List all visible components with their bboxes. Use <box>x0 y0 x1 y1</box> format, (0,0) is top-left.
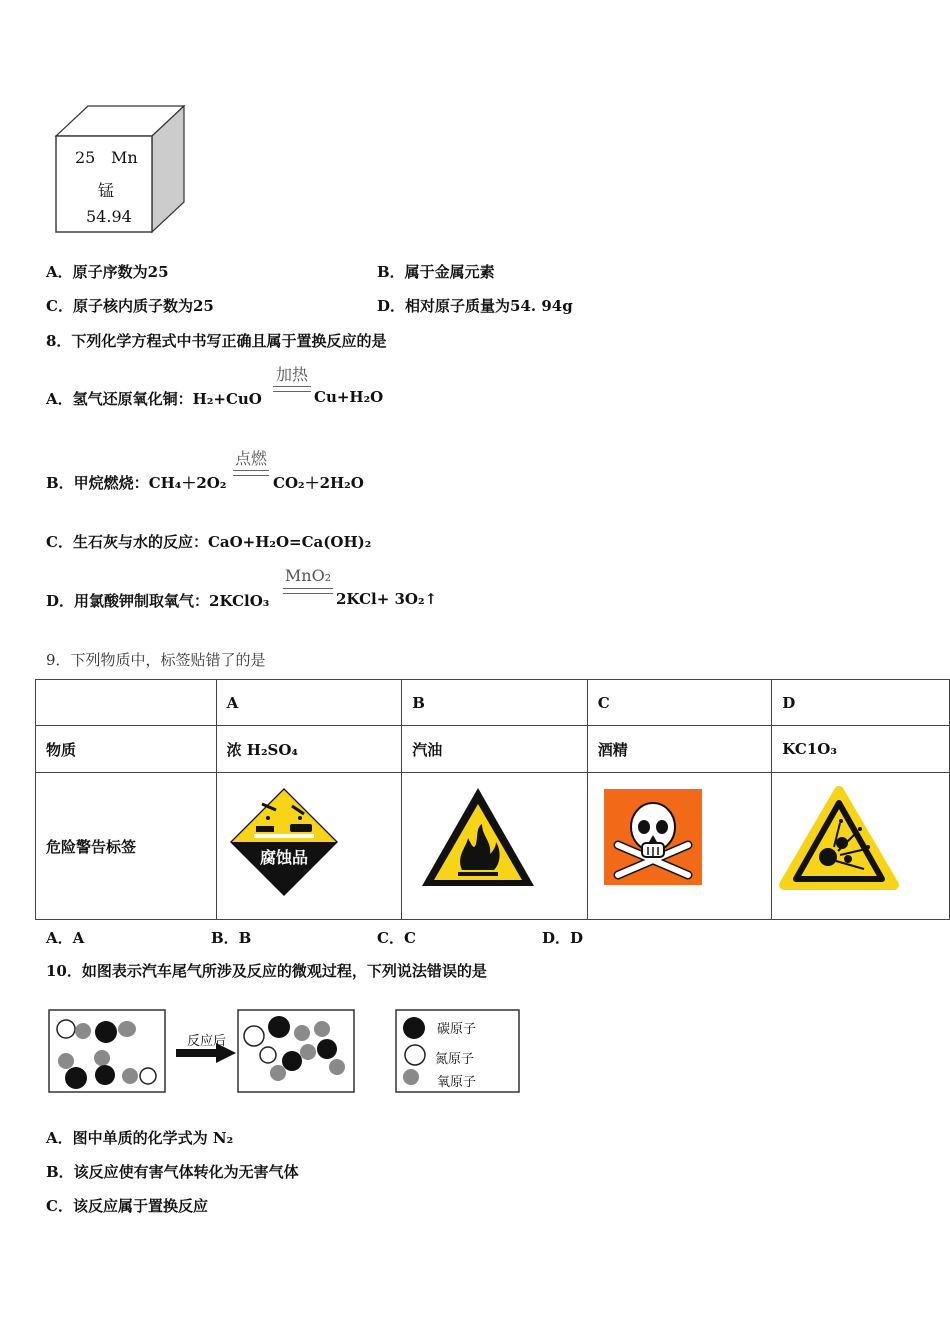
element-symbol: Mn <box>111 148 138 167</box>
q8-option-b[interactable] <box>46 472 226 493</box>
toxic-sign-icon <box>604 789 702 885</box>
legend-carbon: 碳原子 <box>437 1022 477 1037</box>
q9-option-a[interactable]: A．A <box>46 929 85 947</box>
q7-option-d[interactable]: D．相对原子质量为54. 94g <box>377 297 573 315</box>
q8-c-label: C．生石灰与水的反应： <box>46 533 208 551</box>
header-a: A <box>216 680 402 726</box>
q8-option-d[interactable] <box>46 590 269 611</box>
q8-option-c[interactable] <box>46 531 371 552</box>
q8-d-label: D．用氯酸钾制取氧气： <box>46 592 210 610</box>
legend-oxygen: 氧原子 <box>437 1075 477 1090</box>
q9-stem: 9．下列物质中，标签贴错了的是 <box>46 651 266 669</box>
header-d: D <box>772 680 950 726</box>
header-c: C <box>587 680 772 726</box>
q7-option-c[interactable]: C．原子核内质子数为25 <box>46 297 214 315</box>
flammable-sign-icon <box>418 784 538 890</box>
q8-d-condition: MnO₂ <box>283 566 333 585</box>
arrow-label: 反应后 <box>187 1034 227 1049</box>
q10-option-c[interactable]: C．该反应属于置换反应 <box>46 1197 208 1215</box>
q8-stem: 8．下列化学方程式中书写正确且属于置换反应的是 <box>46 332 387 350</box>
q8-b-label: B．甲烷燃烧： <box>46 474 149 492</box>
row-label-warning: 危险警告标签 <box>36 773 217 920</box>
corrosive-sign-icon <box>228 786 340 898</box>
legend-nitrogen: 氮原子 <box>435 1052 475 1067</box>
q7-option-b[interactable]: B．属于金属元素 <box>377 263 495 281</box>
substance-d: KC1O₃ <box>772 726 950 773</box>
q7-option-a[interactable]: A．原子序数为25 <box>46 263 169 281</box>
table-corner-cell <box>36 680 217 726</box>
substance-c: 酒精 <box>587 726 772 773</box>
q8-b-right: CO₂＋2H₂O <box>273 474 364 492</box>
q8-b-condition: 点燃 <box>233 446 269 469</box>
substance-b: 汽油 <box>402 726 588 773</box>
row-label-substance: 物质 <box>36 726 217 773</box>
q9-option-d[interactable]: D．D <box>542 929 584 947</box>
q10-option-a[interactable]: A．图中单质的化学式为 N₂ <box>46 1129 234 1147</box>
q8-d-left: 2KClO₃ <box>209 592 270 610</box>
q8-a-left: H₂+CuO <box>192 390 262 408</box>
q9-option-c[interactable]: C．C <box>377 929 416 947</box>
substance-a: 浓 H₂SO₄ <box>216 726 402 773</box>
q10-option-b[interactable]: B．该反应使有害气体转化为无害气体 <box>46 1163 299 1181</box>
q9-option-b[interactable]: B．B <box>211 929 252 947</box>
q8-a-label: A．氢气还原氧化铜： <box>46 390 193 408</box>
q8-option-a[interactable] <box>46 388 262 409</box>
q8-a-condition: 加热 <box>273 362 311 385</box>
q8-d-right: 2KCl+ 3O₂↑ <box>336 590 438 608</box>
element-mass: 54.94 <box>86 207 132 226</box>
q8-c-equation: CaO+H₂O=Ca(OH)₂ <box>207 533 372 551</box>
header-b: B <box>402 680 588 726</box>
q8-a-right: Cu+H₂O <box>314 388 384 406</box>
element-name: 锰 <box>98 181 115 200</box>
explosive-sign-icon <box>778 785 900 893</box>
svg-text:腐蚀品: 腐蚀品 <box>259 848 309 867</box>
element-atomic-number: 25 <box>75 148 96 167</box>
q8-b-left: CH₄＋2O₂ <box>148 474 227 492</box>
q10-stem: 10．如图表示汽车尾气所涉及反应的微观过程，下列说法错误的是 <box>46 962 487 980</box>
